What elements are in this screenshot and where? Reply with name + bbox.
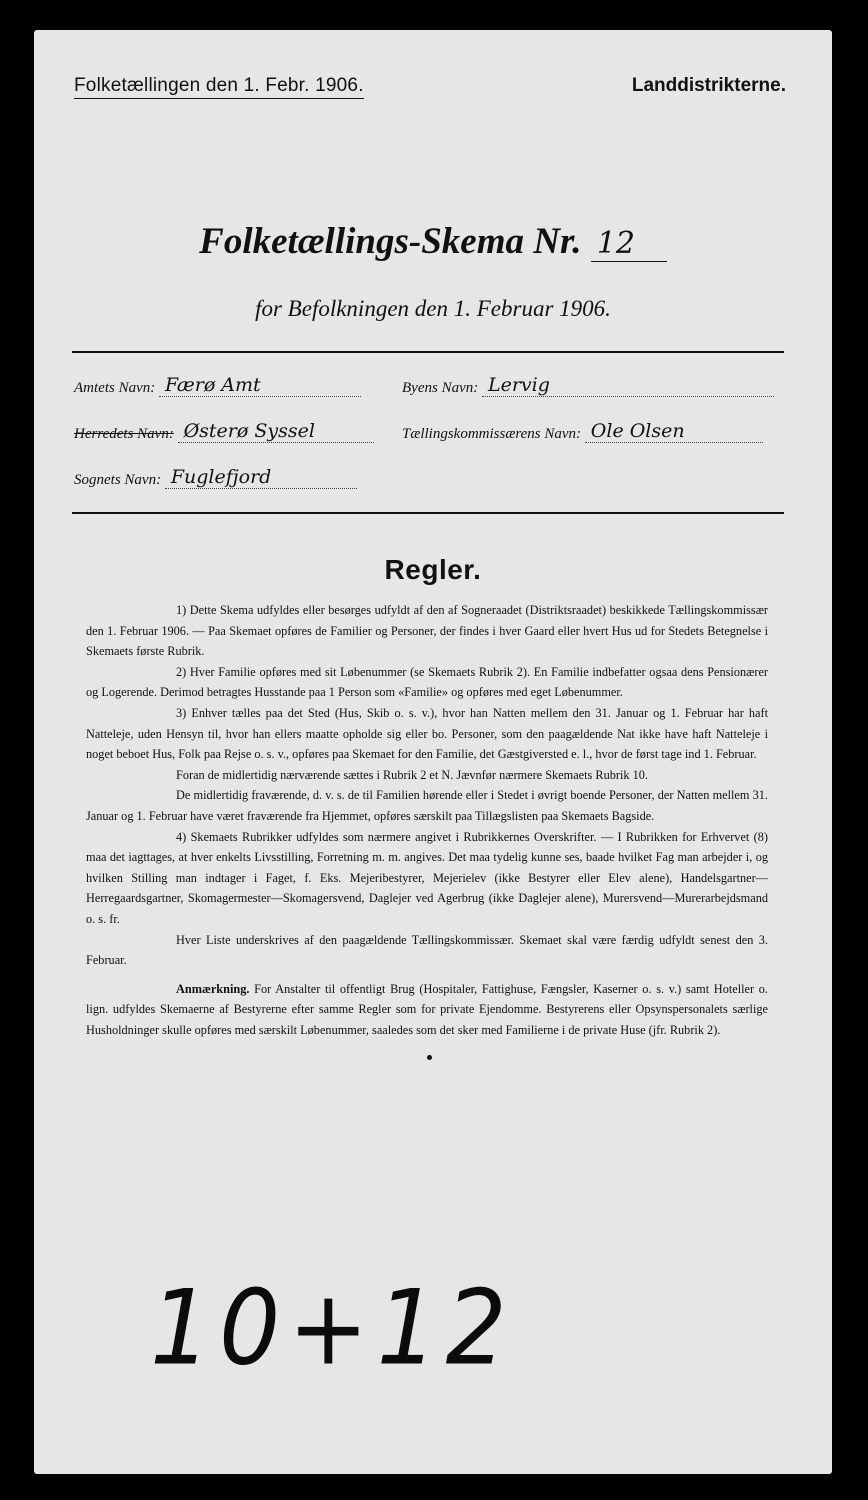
kommissaer-value: Ole Olsen <box>585 420 763 443</box>
sogn-label: Sognets Navn: <box>74 472 162 488</box>
divider-bottom <box>72 512 784 514</box>
ink-dot <box>427 1055 432 1060</box>
census-form <box>34 30 832 1474</box>
rules-body <box>86 600 768 1040</box>
census-header-left: Folketællingen den 1. Febr. 1906. <box>74 75 364 99</box>
rule-3-absent: De midlertidig fraværende, d. v. s. de til Familien hørende eller i Stedet i øvrigt boende Personer, der Natten mellem 31. Januar og 1. Februar have været fraværende fra Hjemmet, opføres særskilt paa Tillægslisten paa Skemaets Bagside. <box>86 788 768 823</box>
kommissaer-field <box>402 420 763 443</box>
sogn-value: Fuglefjord <box>165 466 357 489</box>
district-type-header: Landdistrikterne. <box>631 75 786 96</box>
herred-field <box>74 420 374 443</box>
form-title <box>34 220 832 263</box>
rule-4: 4) Skemaets Rubrikker udfyldes som nærmere angivet i Rubrikkernes Overskrifter. — I Rubrikken for Erhvervet (8) maa det iagttages, at hver enkelts Livsstilling, Forretning m. m. angives. Det maa tydelig kunne ses, baade hvilket Fag man arbejder i, og hvilken Stilling man indtager i Faget, f. Eks. Mejeribestyrer, Mejerielev (ikke Bestyrer eller Elev alene), Handelsgartner—Herregaardsgartner, Skomagermester—Skomagersvend, Daglejer ved Agerbrug (ikke Daglejer alene), Murersvend—Murerarbejdsmand o. s. fr. <box>86 829 768 926</box>
herred-label: Herredets Navn: <box>74 426 174 442</box>
herred-value: Østerø Syssel <box>178 420 374 443</box>
divider-top <box>72 351 784 353</box>
sogn-field <box>74 466 357 489</box>
form-title-text: Folketællings-Skema Nr. <box>199 221 582 262</box>
annotation-text: For Anstalter til offentligt Brug (Hospitaler, Fattighuse, Fængsler, Kaserner o. s. v.) samt Hoteller o. lign. udfyldes Skemaerne af Bestyrerne efter samme Regler som for private Ejendomme. Bestyrerens eller Opsynspersonalets særlige Husholdninger skulle opføres med særskilt Løbenummer, saaledes som det sker med Familierne i de private Huse (jfr. Rubrik 2). <box>86 981 768 1037</box>
rule-2: 2) Hver Familie opføres med sit Løbenummer (se Skemaets Rubrik 2). En Familie indbefatter ogsaa dens Pensionærer og Logerende. Derimod betragtes Husstande paa 1 Person som «Familie» og opføres med eget Løbenummer. <box>86 664 768 700</box>
rule-4-signature: Hver Liste underskrives af den paagældende Tællingskommissær. Skemaet skal være færdig udfyldt senest den 3. Februar. <box>86 932 768 968</box>
rules-heading: Regler. <box>384 554 482 585</box>
rule-3: 3) Enhver tælles paa det Sted (Hus, Skib o. s. v.), hvor han Natten mellem den 31. Januar og 1. Februar har haft Natteleje, uden Hensyn til, hvor han ellers maatte opholde sig eller bo. Personer, som den paagældende Nat ikke have haft Natteleje i noget beboet Hus, Folk paa Rejse o. s. v., opføres paa Skemaet for den Familie, det Gæstgiversted e. l., hvor de først tage ind 1. Februar. <box>86 705 768 762</box>
annotation-label: Anmærkning. <box>176 981 250 996</box>
rule-1: 1) Dette Skema udfyldes eller besørges udfyldt af den af Sogneraadet (Distriktsraadet) beskikkede Tællingskommissær den 1. Februar 1906. — Paa Skemaet opføres de Familier og Personer, der findes i hver Gaard eller hvert Hus ud for Stedets Betegnelse i Skemaets første Rubrik. <box>86 603 768 659</box>
rule-3-present: Foran de midlertidig nærværende sættes i Rubrik 2 et N. Jævnfør nærmere Skemaets Rubrik 10. <box>176 767 649 782</box>
amt-value: Færø Amt <box>159 374 361 397</box>
annotation <box>86 979 768 1041</box>
handwritten-count: 10+12 <box>150 1267 515 1389</box>
form-subtitle: for Befolkningen den 1. Februar 1906. <box>255 296 611 321</box>
byens-label: Byens Navn: <box>402 380 479 396</box>
amt-label: Amtets Navn: <box>74 380 156 396</box>
kommissaer-label: Tællingskommissærens Navn: <box>402 426 582 442</box>
amt-field <box>74 374 361 397</box>
byens-field <box>402 374 774 397</box>
byens-value: Lervig <box>482 374 774 397</box>
form-number: 12 <box>591 226 667 262</box>
